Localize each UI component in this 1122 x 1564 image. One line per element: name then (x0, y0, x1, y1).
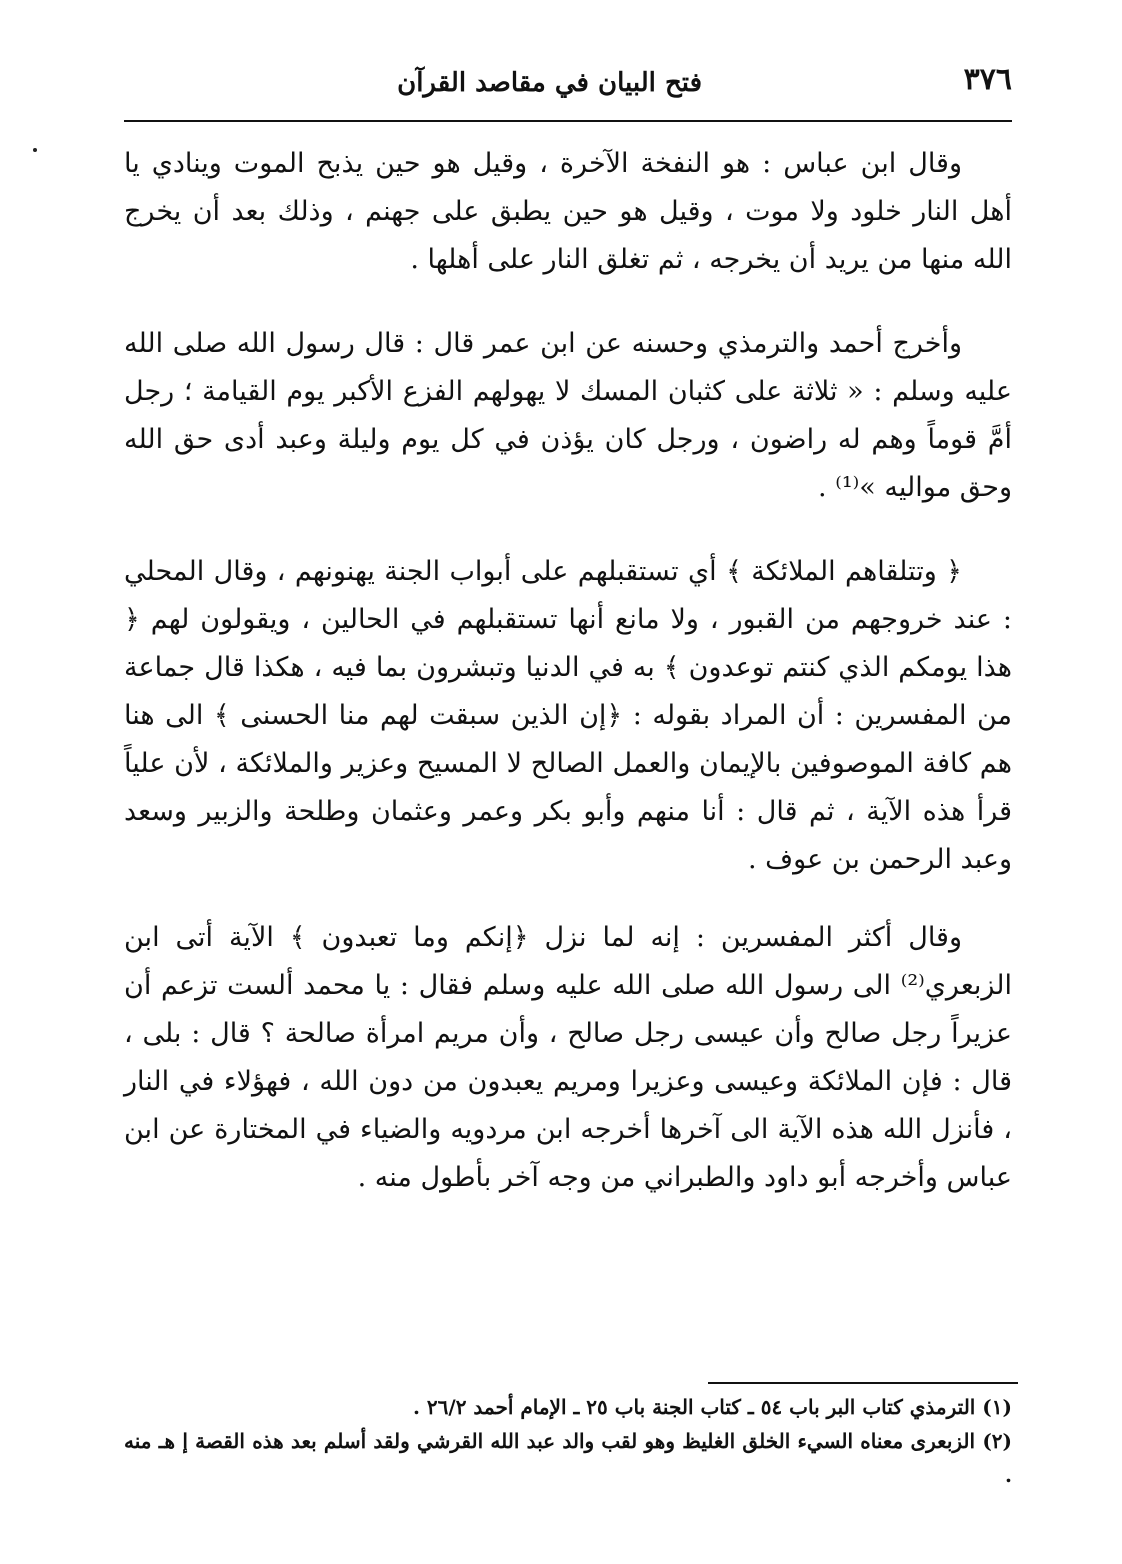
stray-mark (33, 148, 37, 152)
footnote: (٢) الزبعرى معناه السيء الخلق الغليظ وهو لقب والد عبد الله القرشي ولقد أسلم بعد هذه القصة إ هـ منه . (124, 1429, 1012, 1487)
main-text (124, 140, 1012, 1202)
paragraph: ﴿ وتتلقاهم الملائكة ﴾ أي تستقبلهم على أبواب الجنة يهنونهم ، وقال المحلي : عند خروجهم من القبور ، ولا مانع أنها تستقبلهم في الحالين ، ويقولون لهم ﴿ هذا يومكم الذي كنتم توعدون ﴾ به في الدنيا وتبشرون بما فيه ، هكذا قال جماعة من المفسرين : أن المراد بقوله : ﴿إن الذين سبقت لهم منا الحسنى ﴾ الى هنا هم كافة الموصوفين بالإيمان والعمل الصالح لا المسيح وعزير والملائكة ، لأن علياً قرأ هذه الآية ، ثم قال : أنا منهم وأبو بكر وعمر وعثمان وطلحة والزبير وسعد وعبد الرحمن بن عوف . (124, 556, 1012, 875)
paragraph: وقال أكثر المفسرين : إنه لما نزل ﴿إنكم وما تعبدون ﴾ الآية أتى ابن الزبعري⁽²⁾ الى رسول الله صلى الله عليه وسلم فقال : يا محمد ألست تزعم أن عزيراً رجل صالح وأن عيسى رجل صالح ، وأن مريم امرأة صالحة ؟ قال : بلى ، قال : فإن الملائكة وعيسى وعزيرا ومريم يعبدون من دون الله ، فهؤلاء في النار ، فأنزل الله هذه الآية الى آخرها أخرجه ابن مردويه والضياء في المختارة عن ابن عباس وأخرجه أبو داود والطبراني من وجه آخر بأطول منه . (124, 922, 1012, 1193)
paragraph: وأخرج أحمد والترمذي وحسنه عن ابن عمر قال : قال رسول الله صلى الله عليه وسلم : « ثلاثة على كثبان المسك لا يهولهم الفزع الأكبر يوم القيامة ؛ رجل أمَّ قوماً وهم له راضون ، ورجل كان يؤذن في كل يوم وليلة وعبد أدى حق الله وحق مواليه »⁽¹⁾ . (124, 328, 1012, 503)
footnote: (١) الترمذي كتاب البر باب ٥٤ ـ كتاب الجنة باب ٢٥ ـ الإمام أحمد ٢٦/٢ . (412, 1395, 1012, 1419)
running-title: فتح البيان في مقاصد القرآن (397, 68, 702, 98)
paragraph: وقال ابن عباس : هو النفخة الآخرة ، وقيل هو حين يذبح الموت وينادي يا أهل النار خلود ولا موت ، وقيل هو حين يطبق على جهنم ، وذلك بعد أن يخرج الله منها من يريد أن يخرجه ، ثم تغلق النار على أهلها . (124, 148, 1012, 275)
page-number: ٣٧٦ (963, 62, 1012, 97)
footnotes (124, 1390, 1012, 1492)
page-header (124, 60, 1012, 122)
footnote-divider (708, 1382, 1018, 1384)
